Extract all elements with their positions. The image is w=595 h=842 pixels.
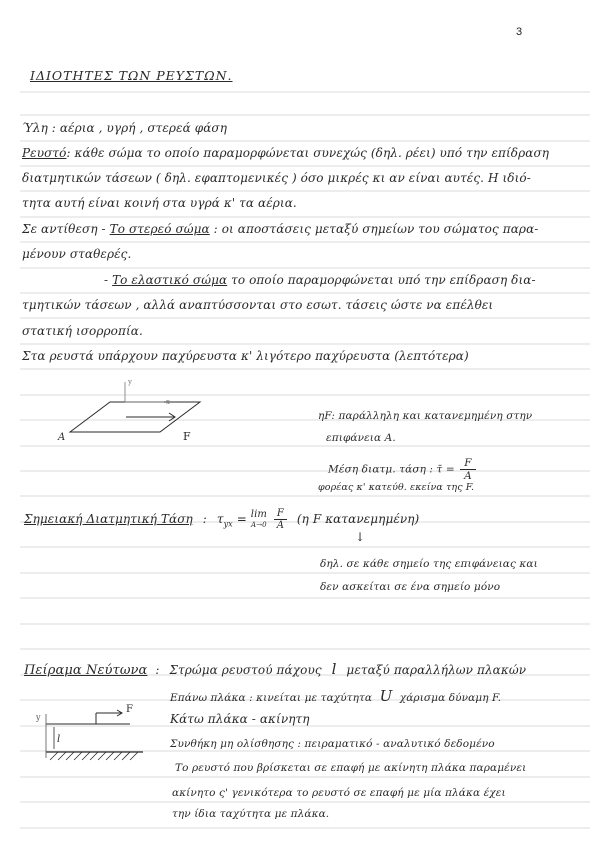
point-shear-numerator: F	[274, 508, 287, 520]
mean-shear-denominator: A	[464, 470, 472, 482]
page-number: 3	[516, 26, 523, 38]
thickness-symbol: l	[331, 660, 337, 678]
carrier-note	[318, 482, 474, 493]
elastic-dash: -	[104, 273, 113, 287]
y-axis-label: y	[128, 378, 132, 386]
fluid-definition-text: : κάθε σώμα το οποίο παραμορφώνεται συνεχώς (δηλ. ρέει) υπό την επίδραση	[66, 146, 550, 160]
point-shear-colon: :	[202, 512, 207, 526]
lower-plate-hatching	[50, 752, 138, 760]
point-note-line1: δηλ. σε κάθε σημείο της επιφάνειας και	[320, 558, 538, 570]
matter-phases-line: Ύλη : αέρια , υγρή , στερεά φάση	[22, 121, 228, 135]
force-note-line2: επιφάνεια Α.	[326, 432, 396, 444]
point-shear-term: Σημειακή Διατμητική Τάση	[24, 512, 193, 526]
carrier-text: φορέας κ' κατεύθ. εκείνα της	[318, 482, 463, 493]
solid-definition-line1	[22, 222, 538, 236]
no-slip-explanation-line3: την ίδια ταχύτητα με πλάκα.	[172, 808, 330, 820]
layer-text: Στρώμα ρευστού πάχους	[169, 663, 322, 677]
upper-plate-line	[170, 687, 501, 705]
fluid-definition-line3: τητα αυτή είναι κοινή στα υγρά κ' τα αέρια.	[22, 196, 297, 210]
newton-axis-label: y	[36, 713, 41, 722]
solid-definition-line2: μένουν σταθερές.	[22, 247, 132, 261]
equals-sign: =	[236, 512, 247, 526]
tau-subscript: yx	[223, 519, 233, 529]
upper-plate-text-end: χάρισμα δύναμη F.	[399, 692, 502, 704]
mean-shear-stress-formula	[328, 457, 476, 482]
limit-operator: lim	[250, 508, 267, 520]
carrier-force: F.	[465, 482, 475, 493]
point-shear-stress-row	[24, 508, 419, 531]
plate-label: A	[58, 432, 66, 443]
newton-experiment-line1	[24, 660, 526, 678]
point-note-line2: δεν ασκείται σε ένα σημείο μόνο	[320, 581, 501, 593]
newton-term: Πείραμα Νεύτωνα	[24, 663, 148, 678]
limit-subscript: A→0	[251, 520, 267, 529]
elastic-definition-line1	[104, 273, 536, 287]
newton-thickness-label: l	[57, 734, 61, 745]
newton-force-label: F	[126, 704, 133, 715]
lower-plate-line: Κάτω πλάκα - ακίνητη	[170, 712, 310, 726]
no-slip-line: Συνθήκη μη ολίσθησης : πειραματικό - αναλυτικό δεδομένο	[170, 738, 495, 750]
viscosity-line: Στα ρευστά υπάρχουν παχύρευστα κ' λιγότερο παχύρευστα (λεπτότερα)	[22, 349, 469, 363]
shear-plate-diagram	[30, 380, 270, 455]
newton-plates-diagram	[8, 700, 168, 770]
fluid-term: Ρευστό	[22, 146, 67, 160]
fluid-definition-line2: διατμητικών τάσεων ( δηλ. εφαπτομενικές ) όσο μικρές κι αν είναι αυτές. Η ιδιό-	[22, 171, 531, 185]
tau-symbol: τ	[216, 512, 224, 526]
elastic-definition-line2: τμητικών τάσεων , αλλά αναπτύσσονται στο εσωτ. τάσεις ώστε να επέλθει	[22, 298, 494, 312]
no-slip-explanation-line1: Το ρευστό που βρίσκεται σε επαφή με ακίνητη πλάκα παραμένει	[175, 762, 527, 774]
elastic-term: Το ελαστικό σώμα	[112, 273, 228, 287]
elastic-definition-text: το οποίο παραμορφώνεται υπό την επίδραση δια-	[227, 273, 536, 287]
distributed-note: (η F κατανεμημένη)	[296, 512, 420, 526]
mean-shear-numerator: F	[460, 457, 475, 470]
layer-text-end: μεταξύ παραλλήλων πλακών	[346, 663, 527, 677]
force-note-line1: ηF: παράλληλη και κατανεμημένη στην	[318, 410, 533, 422]
point-shear-denominator: A	[276, 520, 285, 531]
upper-plate-text: Επάνω πλάκα : κινείται με ταχύτητα	[170, 692, 373, 704]
page-title: ΙΔΙΟΤΗΤΕΣ ΤΩΝ ΡΕΥΣΤΩΝ.	[30, 68, 233, 83]
mean-shear-label: Μέση διατμ. τάση :	[328, 463, 434, 476]
no-slip-explanation-line2: ακίνητο ς' γενικότερα το ρευστό σε επαφή με μία πλάκα έχει	[172, 787, 506, 799]
newton-colon: :	[155, 663, 160, 677]
fluid-definition-line1	[22, 146, 549, 160]
x-axis-label: x	[166, 398, 170, 406]
contrast-intro: Σε αντίθεση -	[22, 222, 110, 236]
velocity-symbol: U	[379, 687, 393, 705]
solid-definition-text: : οι αποστάσεις μεταξύ σημείων του σώματος παρα-	[209, 222, 539, 236]
solid-term: Το στερεό σώμα	[109, 222, 210, 236]
force-label: F	[183, 430, 191, 443]
down-arrow-icon: ↓	[355, 530, 366, 544]
elastic-definition-line3: στατική ισορροπία.	[22, 324, 143, 338]
mean-shear-symbol: τ̄ =	[436, 463, 455, 476]
